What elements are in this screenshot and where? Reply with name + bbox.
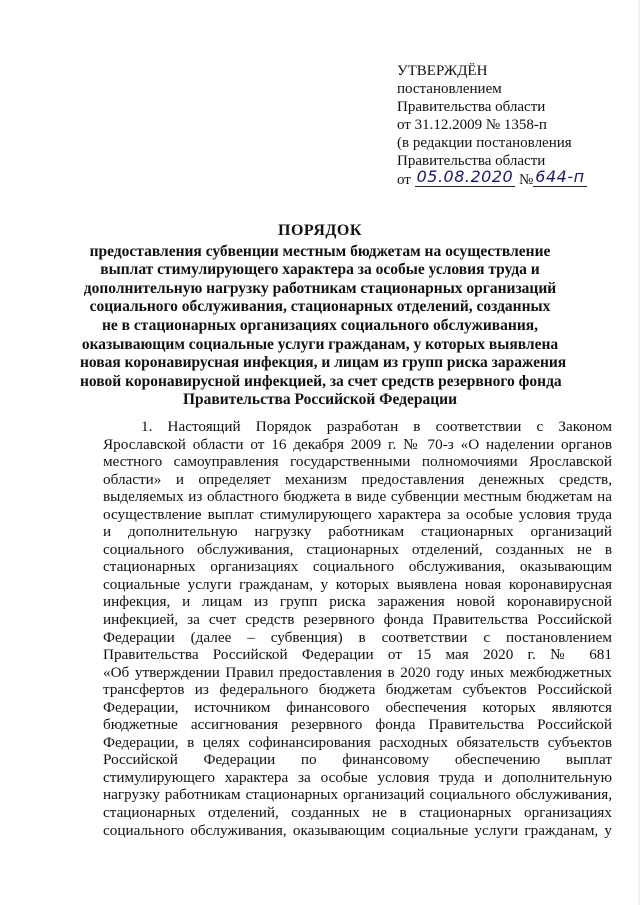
body-line: осуществление выплат стимулирующего характера за особые условия труда: [103, 505, 612, 523]
body-line: социальные услуги гражданам, у которых выявлена новая коронавирусная: [103, 575, 612, 593]
title-line: предоставления субвенции местным бюджетам на осуществление: [89, 242, 551, 260]
title-line: не в стационарных организациях социального обслуживания,: [101, 316, 539, 334]
body-line: «Об утверждении Правил предоставления в 2020 году иных межбюджетных: [103, 663, 612, 681]
approval-line: от 31.12.2009 № 1358-п: [397, 117, 547, 133]
body-line: области» и определяет механизм предоставления денежных средств,: [103, 470, 612, 488]
number-prefix: №: [518, 172, 534, 188]
approval-line: Правительства области: [397, 99, 546, 115]
body-paragraph: [103, 418, 612, 839]
approval-line: (в редакции постановления: [397, 135, 572, 151]
title-line: выплат стимулирующего характера за особые условия труда и: [100, 261, 540, 279]
body-line: Российской Федерации по финансовому обеспечению выплат: [103, 751, 612, 769]
approval-line: Правительства области: [397, 153, 546, 169]
date-prefix: от: [397, 172, 411, 188]
approval-stamp-block: [397, 62, 627, 189]
approval-heading: УТВЕРЖДЁН: [397, 63, 488, 79]
body-line: инфекцией, за счет средств резервного фонда Правительства Российской: [103, 611, 612, 629]
title-heading: ПОРЯДОК: [278, 222, 362, 239]
body-line: Правительства Российской Федерации от 15 мая 2020 г. № 681: [103, 646, 612, 664]
title-line: новой коронавирусной инфекцией, за счет средств резервного фонда: [80, 372, 562, 390]
title-line: социального обслуживания, стационарных отделений, созданных: [89, 298, 551, 316]
body-line: социального обслуживания, стационарных отделений, созданных не в: [103, 540, 612, 558]
approval-line: постановлением: [397, 81, 502, 97]
body-line: стационарных отделений, созданных не в стационарных организациях: [103, 804, 612, 822]
body-line: Ярославской области от 16 декабря 2009 г. № 70-з «О наделении органов: [103, 435, 612, 453]
body-line: бюджетные ассигнования резервного фонда Правительства Российской: [103, 716, 612, 734]
body-line: социального обслуживания, оказывающим социальные услуги гражданам, у: [103, 821, 612, 839]
body-line: нагрузку работникам стационарных организаций социального обслуживания,: [103, 786, 612, 804]
body-line: трансфертов из федерального бюджета бюджетам субъектов Российской: [103, 681, 612, 699]
approval-date-line: [397, 167, 627, 189]
title-line: дополнительную нагрузку работникам стационарных организаций: [83, 279, 557, 297]
body-line: местного самоуправления государственными полномочиями Ярославской: [103, 453, 612, 471]
body-line: Федерации, в целях софинансирования расходных обязательств субъектов: [103, 733, 612, 751]
body-line: стимулирующего характера за особые условия труда и дополнительную: [103, 768, 612, 786]
body-line: Федерации, источником финансового обеспечения которых являются: [103, 698, 612, 716]
body-line: выделяемых из областного бюджета в виде субвенции местным бюджетам на: [103, 488, 612, 506]
title-line: Правительства Российской Федерации: [182, 391, 458, 409]
title-line: оказывающим социальные услуги гражданам, у которых выявлена: [81, 335, 559, 353]
body-line: Федерации (далее – субвенция) в соответствии с постановлением: [103, 628, 612, 646]
body-line: и дополнительную нагрузку работникам стационарных организаций: [103, 523, 612, 541]
handwritten-date: 05.08.2020: [416, 167, 514, 186]
body-line: стационарных организациях социального обслуживания, оказывающим: [103, 558, 612, 576]
body-line: 1. Настоящий Порядок разработан в соответствии с Законом: [141, 418, 612, 435]
handwritten-number: 644-п: [535, 167, 585, 186]
body-line: инфекция, и лицам из групп риска заражения новой коронавирусной: [103, 593, 612, 611]
title-line: новая коронавирусная инфекция, и лицам из групп риска заражения: [80, 354, 567, 372]
document-title: [80, 222, 567, 410]
